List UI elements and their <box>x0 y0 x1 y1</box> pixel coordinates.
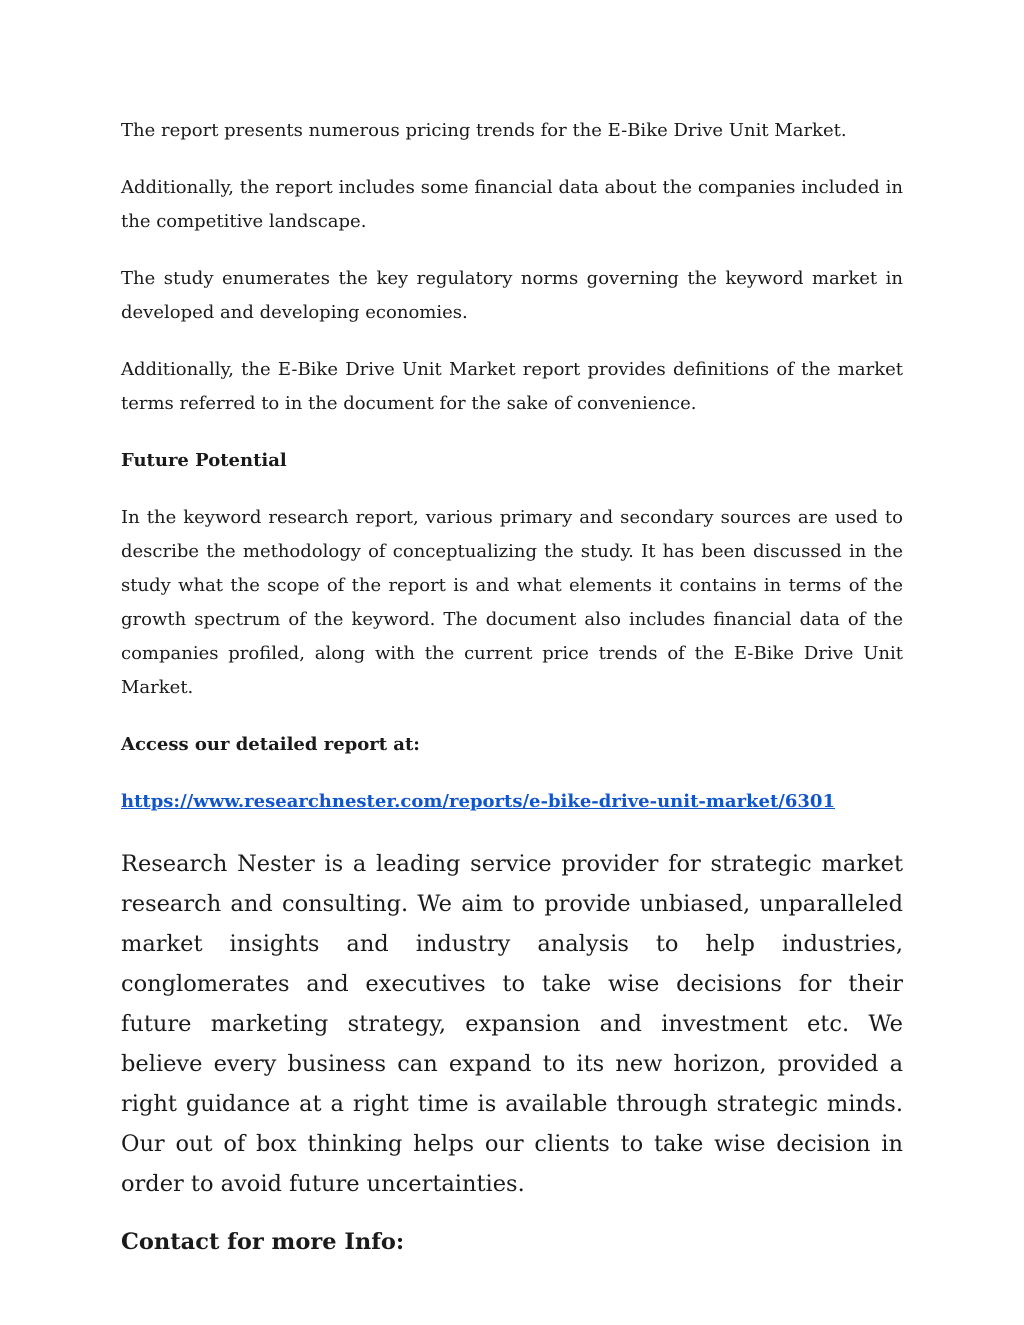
document-page <box>121 114 903 1262</box>
access-report-heading: Access our detailed report at: <box>121 734 420 755</box>
future-potential-paragraph: In the keyword research report, various primary and secondary sources are used to describe the methodology of conceptualizing the study. It has been discussed in the study what the scope of the report is and what elements it contains in terms of the growth spectrum of the keyword. The document also includes financial data of the companies profiled, along with the current price trends of the E-Bike Drive Unit Market. <box>121 507 903 698</box>
paragraph-definitions: Additionally, the E-Bike Drive Unit Market report provides definitions of the market terms referred to in the document for the sake of convenience. <box>121 359 903 414</box>
about-research-nester-paragraph: Research Nester is a leading service provider for strategic market research and consulting. We aim to provide unbiased, unparalleled market insights and industry analysis to help industries, conglomerates and executives to take wise decisions for their future marketing strategy, expansion and investment etc. We believe every business can expand to its new horizon, provided a right guidance at a right time is available through strategic minds. Our out of box thinking helps our clients to take wise decision in order to avoid future uncertainties. <box>121 851 903 1197</box>
paragraph-financial-data: Additionally, the report includes some financial data about the companies included in the competitive landscape. <box>121 177 903 232</box>
paragraph-regulatory-norms: The study enumerates the key regulatory norms governing the keyword market in developed and developing economies. <box>121 268 903 323</box>
paragraph-pricing-trends: The report presents numerous pricing trends for the E-Bike Drive Unit Market. <box>121 120 847 141</box>
future-potential-heading: Future Potential <box>121 450 287 471</box>
report-link[interactable]: https://www.researchnester.com/reports/e-bike-drive-unit-market/6301 <box>121 791 835 812</box>
report-link-container <box>121 785 903 842</box>
contact-heading: Contact for more Info: <box>121 1229 405 1255</box>
